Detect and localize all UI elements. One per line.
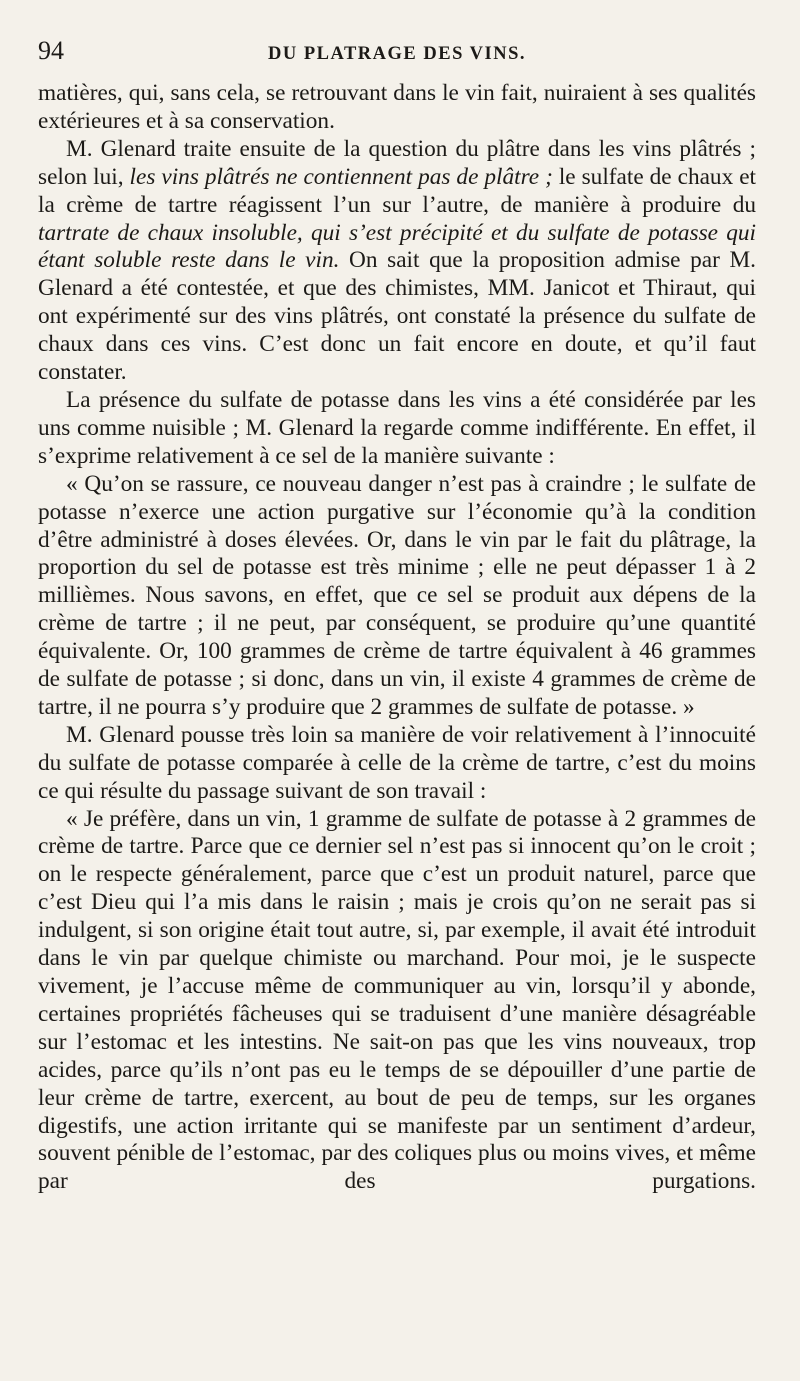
text-run: le sulfate de chaux et la crème de tartre réagissent l’un sur l’autre, de manière à produire du [38, 163, 757, 218]
text-run: On sait que la proposition admise par M. Glenard a été contestée, et que des chimistes, MM. Janicot et Thiraut, qui ont expérimenté sur des vins plâtrés, ont constaté la présence du sulfate de chaux dans ces vins. C’est donc un fait encore en doute, et qu’il faut constater. [38, 247, 756, 386]
italic-text: tartrate de chaux insoluble, qui s’est précipité et du sulfate de potasse qui étant soluble reste dans le vin. [38, 219, 756, 274]
text-run: M. Glenard traite ensuite de la question du plâtre dans les vins plâtrés ; selon lui, [38, 135, 756, 190]
paragraph-1 [38, 80, 756, 136]
page-number: 94 [38, 36, 64, 65]
text-run: « Je préfère, dans un vin, 1 gramme de sulfate de potasse à 2 grammes de crème de tartre. Parce que ce dernier sel n’est pas si innocent qu’on le croit ; on le respecte généralement, parce que c’est un produit naturel, parce que c’est Dieu qui l’a mis dans le raisin ; mais je crois qu’on ne serait pas si indulgent, si son origine était tout autre, si, par exemple, il avait été introduit dans le vin par quelque chimiste ou marchand. Pour moi, je le suspecte vivement, je l’accuse même de communiquer au vin, lorsqu’il y abonde, certaines propriétés fâcheuses qui se traduisent d’une manière désagréable sur l’estomac et les intestins. Ne sait-on pas que les vins nouveaux, trop acides, parce qu’ils n’ont pas eu le temps de se dépouiller d’une partie de leur crème de tartre, exercent, au bout de peu de temps, sur les organes digestifs, une action irritante qui se manifeste par un sentiment d’ardeur, souvent pénible de l’estomac, par des coliques plus ou moins vives, et même par des purgations. [38, 805, 756, 1195]
paragraph-4 [38, 471, 756, 722]
text-run: matières, qui, sans cela, se retrouvant dans le vin fait, nuiraient à ses qualités extérieures et à sa conservation. [38, 80, 756, 134]
paragraph-5 [38, 722, 756, 806]
running-title: DU PLATRAGE DES VINS. [268, 44, 526, 64]
text-run: « Qu’on se rassure, ce nouveau danger n’est pas à craindre ; le sulfate de potasse n’exerce une action purgative sur l’économie qu’à la condition d’être administré à doses élevées. Or, dans le vin par le fait du plâtrage, la proportion du sel de potasse est très minime ; elle ne peut dépasser 1 à 2 millièmes. Nous savons, en effet, que ce sel se produit aux dépens de la crème de tartre ; il ne peut, par conséquent, se produire qu’une quantité équivalente. Or, 100 grammes de crème de tartre équivalent à 46 grammes de sulfate de potasse ; si donc, dans un vin, il existe 4 grammes de crème de tartre, il ne pourra s’y produire que 2 grammes de sulfate de potasse. » [38, 470, 756, 720]
paragraph-6 [38, 806, 756, 1197]
page-header [38, 36, 756, 80]
paragraph-3 [38, 387, 756, 471]
text-run: M. Glenard pousse très loin sa manière de voir relativement à l’innocuité du sulfate de potasse comparée à celle de la crème de tartre, c’est du moins ce qui résulte du passage suivant de son travail : [38, 721, 756, 804]
text-run: La présence du sulfate de potasse dans les vins a été considérée par les uns comme nuisible ; M. Glenard la regarde comme indifférente. En effet, il s’exprime relativement à ce sel de la manière suivante : [38, 386, 756, 469]
italic-text: les vins plâtrés ne contiennent pas de plâtre ; [129, 163, 553, 190]
body-text [38, 80, 756, 1196]
paragraph-2 [38, 136, 756, 387]
